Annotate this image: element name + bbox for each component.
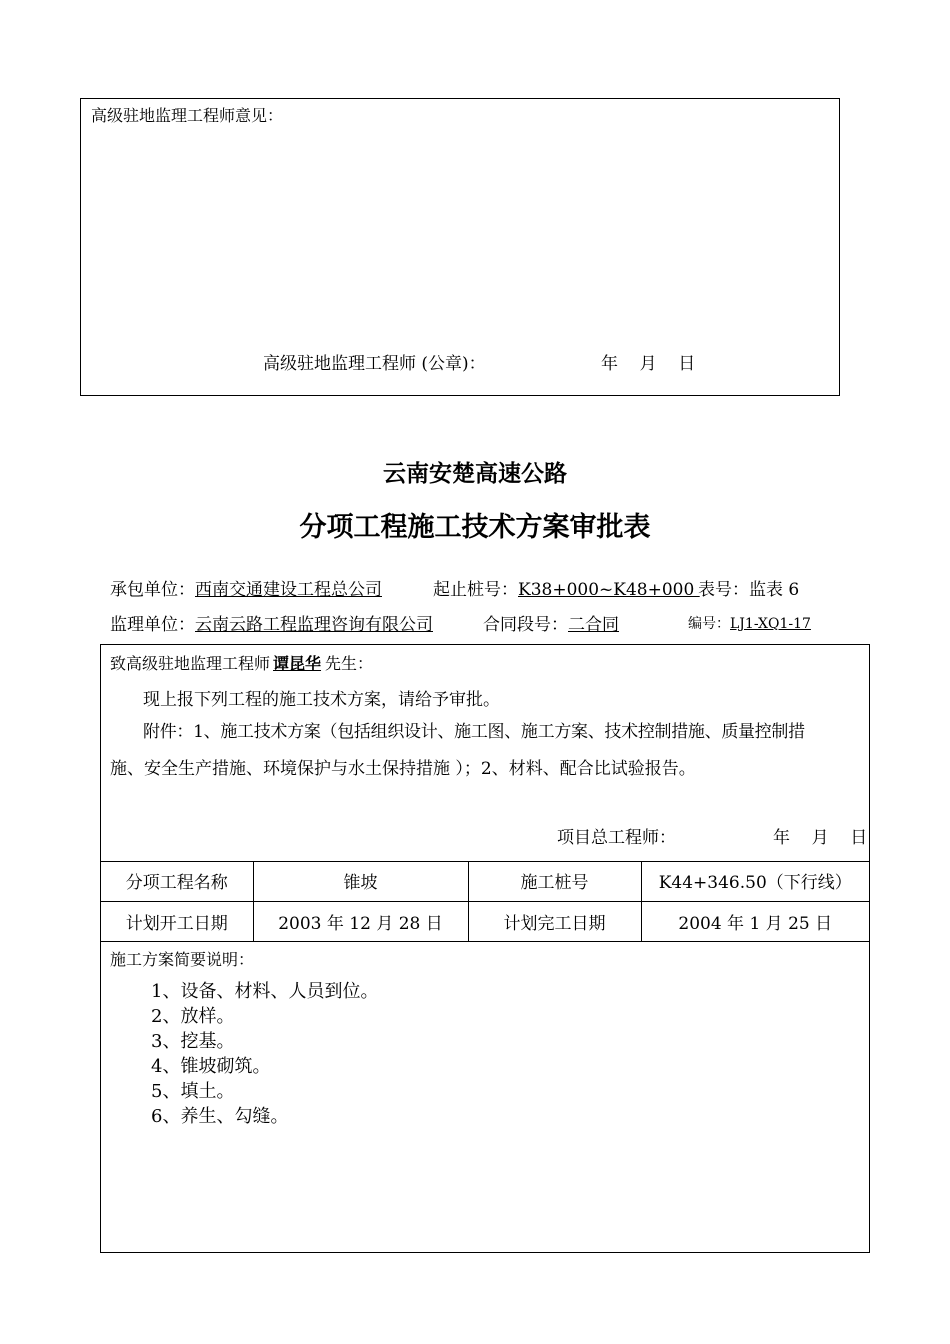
contractor-info bbox=[110, 575, 382, 600]
contractor-value: 西南交通建设工程总公司 bbox=[195, 580, 382, 600]
senior-engineer-opinion-box bbox=[80, 98, 840, 396]
subproject-name-value: 锥坡 bbox=[253, 861, 468, 901]
form-number-info bbox=[698, 575, 799, 600]
list-item: 6、养生、勾缝。 bbox=[151, 1106, 289, 1127]
station-range-label: 起止桩号： bbox=[433, 580, 518, 600]
serial-number-value: LJ1-XQ1-17 bbox=[730, 616, 811, 632]
form-number-value: 监表 6 bbox=[749, 580, 800, 600]
greeting-suffix: 先生： bbox=[325, 654, 374, 673]
chief-engineer-date: 年 月 日 bbox=[773, 828, 868, 848]
plan-steps-list bbox=[151, 979, 378, 1129]
greeting-prefix: 致高级驻地监理工程师 bbox=[110, 654, 271, 673]
letter-attachments-line2: 施、安全生产措施、环境保护与水土保持措施 ）；2、材料、配合比试验报告。 bbox=[110, 759, 696, 779]
form-number-label: 表号： bbox=[698, 580, 749, 600]
supervisor-info bbox=[110, 610, 433, 635]
station-range-info bbox=[433, 575, 700, 600]
approval-form bbox=[100, 644, 870, 1253]
list-item: 2、放样。 bbox=[151, 1006, 235, 1027]
table-row bbox=[101, 861, 869, 901]
contract-section-value: 二合同 bbox=[568, 615, 619, 635]
opinion-label: 高级驻地监理工程师意见： bbox=[91, 106, 284, 125]
contract-section-label: 合同段号： bbox=[483, 615, 568, 635]
contractor-label: 承包单位： bbox=[110, 580, 195, 600]
list-item: 1、设备、材料、人员到位。 bbox=[151, 981, 379, 1002]
document-title-project: 云南安楚高速公路 bbox=[383, 460, 567, 487]
list-item: 5、填土。 bbox=[151, 1081, 235, 1102]
subproject-name-label: 分项工程名称 bbox=[101, 861, 253, 901]
station-value: K44+346.50（下行线） bbox=[641, 861, 869, 901]
list-item: 3、挖基。 bbox=[151, 1031, 235, 1052]
table-row bbox=[101, 901, 869, 941]
serial-number-label: 编号： bbox=[688, 616, 730, 632]
submission-letter bbox=[101, 645, 869, 862]
station-label: 施工桩号 bbox=[468, 861, 641, 901]
supervisor-label: 监理单位： bbox=[110, 615, 195, 635]
contract-section-info bbox=[483, 610, 619, 635]
supervisor-value: 云南云路工程监理咨询有限公司 bbox=[195, 615, 433, 635]
planned-end-label: 计划完工日期 bbox=[468, 901, 641, 941]
planned-start-label: 计划开工日期 bbox=[101, 901, 253, 941]
plan-description-title: 施工方案简要说明： bbox=[110, 950, 255, 969]
station-range-value: K38+000~K48+000 bbox=[518, 580, 700, 600]
serial-number-info bbox=[688, 613, 811, 633]
planned-end-value: 2004 年 1 月 25 日 bbox=[641, 901, 869, 941]
letter-greeting bbox=[110, 651, 373, 674]
signature-label: 高级驻地监理工程师 (公章)： bbox=[263, 354, 486, 374]
document-title-form: 分项工程施工技术方案审批表 bbox=[299, 512, 651, 543]
engineer-name: 谭昆华 bbox=[273, 654, 322, 673]
signature-date: 年 月 日 bbox=[601, 354, 696, 374]
planned-start-value: 2003 年 12 月 28 日 bbox=[253, 901, 468, 941]
list-item: 4、锥坡砌筑。 bbox=[151, 1056, 271, 1077]
chief-engineer-label: 项目总工程师： bbox=[557, 828, 676, 848]
letter-attachments-line1: 附件：1、施工技术方案（包括组织设计、施工图、施工方案、技术控制措施、质量控制措 bbox=[143, 722, 805, 742]
letter-body: 现上报下列工程的施工技术方案，请给予审批。 bbox=[143, 690, 500, 710]
project-details-table bbox=[101, 861, 869, 942]
